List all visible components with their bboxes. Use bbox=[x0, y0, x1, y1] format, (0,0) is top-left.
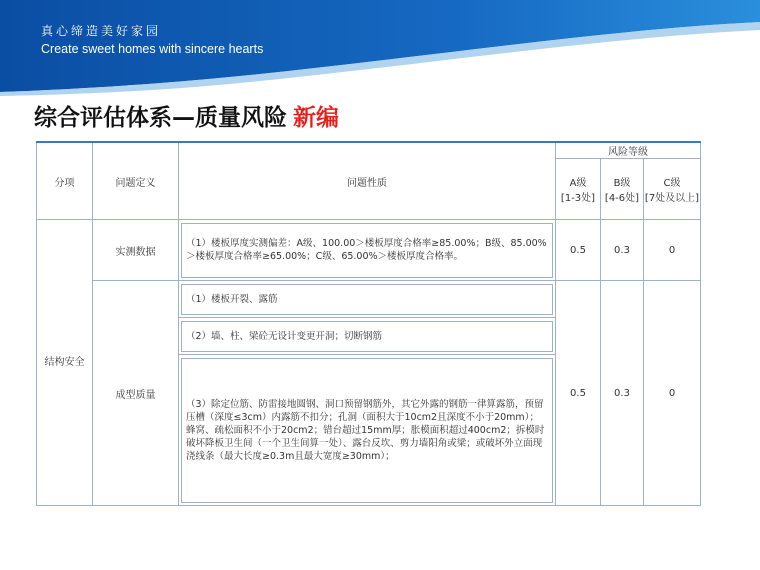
row2-grade-b-value: 0.3 bbox=[601, 281, 644, 506]
slogan-english: Create sweet homes with sincere hearts bbox=[41, 42, 264, 56]
definition-measured-data: 实测数据 bbox=[93, 220, 179, 281]
nature-formed-item-1 bbox=[179, 281, 556, 318]
grade-a-range: [1-3处] bbox=[560, 193, 596, 204]
nature-measured-data bbox=[179, 220, 556, 281]
header-definition: 问题定义 bbox=[93, 142, 179, 220]
header-grade-b bbox=[601, 159, 644, 220]
row1-grade-a-value: 0.5 bbox=[556, 220, 601, 281]
nature-item: （1）楼板开裂、露筋 bbox=[181, 284, 553, 315]
nature-item: （1）楼板厚度实测偏差：A级、100.00＞楼板厚度合格率≥85.00%；B级、85.00%＞楼板厚度合格率≥65.00%；C级、65.00%＞楼板厚度合格率。 bbox=[181, 223, 553, 278]
slogan-chinese: 真心缔造美好家园 bbox=[41, 24, 162, 38]
quality-risk-table bbox=[36, 141, 701, 506]
grade-a-label: A级 bbox=[569, 178, 587, 189]
header-banner bbox=[0, 0, 760, 96]
category-cell bbox=[37, 220, 93, 506]
row2-grade-c-value: 0 bbox=[644, 281, 701, 506]
row1-grade-c-value: 0 bbox=[644, 220, 701, 281]
title-new-tag: 新编 bbox=[293, 105, 339, 131]
definition-formed-quality: 成型质量 bbox=[93, 281, 179, 506]
nature-formed-item-2 bbox=[179, 318, 556, 355]
row2-grade-a-value: 0.5 bbox=[556, 281, 601, 506]
grade-c-label: C级 bbox=[663, 178, 681, 189]
header-category: 分项 bbox=[37, 142, 93, 220]
header-grade-a bbox=[556, 159, 601, 220]
title-main: 综合评估体系—质量风险 bbox=[34, 105, 287, 131]
header-grade-c bbox=[644, 159, 701, 220]
nature-formed-item-3 bbox=[179, 355, 556, 506]
nature-item: （2）墙、柱、梁砼无设计变更开洞；切断钢筋 bbox=[181, 321, 553, 352]
grade-b-label: B级 bbox=[613, 178, 631, 189]
row1-grade-b-value: 0.3 bbox=[601, 220, 644, 281]
header-nature: 问题性质 bbox=[179, 142, 556, 220]
grade-b-range: [4-6处] bbox=[604, 193, 640, 204]
category-label: 结构安全 bbox=[44, 356, 85, 368]
nature-item: （3）除定位筋、防雷接地圆钢、洞口预留钢筋外，其它外露的钢筋一律算露筋，预留压槽（深度≤3cm）内露筋不扣分；孔洞（面积大于10cm2且深度不小于20mm）；蜂窝、疏松面积不小于20cm2；错台超过15mm厚；胀模面积超过400cm2；拆模时破坏降板卫生间（一个卫生间算一处）、露台反坎、剪力墙阳角或梁；或破坏外立面现浇线条（最大长度≥0.3m且最大宽度≥30mm）； bbox=[181, 358, 553, 503]
header-risk-level: 风险等级 bbox=[556, 142, 701, 159]
grade-c-range: [7处及以上] bbox=[644, 193, 700, 204]
page-title bbox=[34, 99, 339, 132]
